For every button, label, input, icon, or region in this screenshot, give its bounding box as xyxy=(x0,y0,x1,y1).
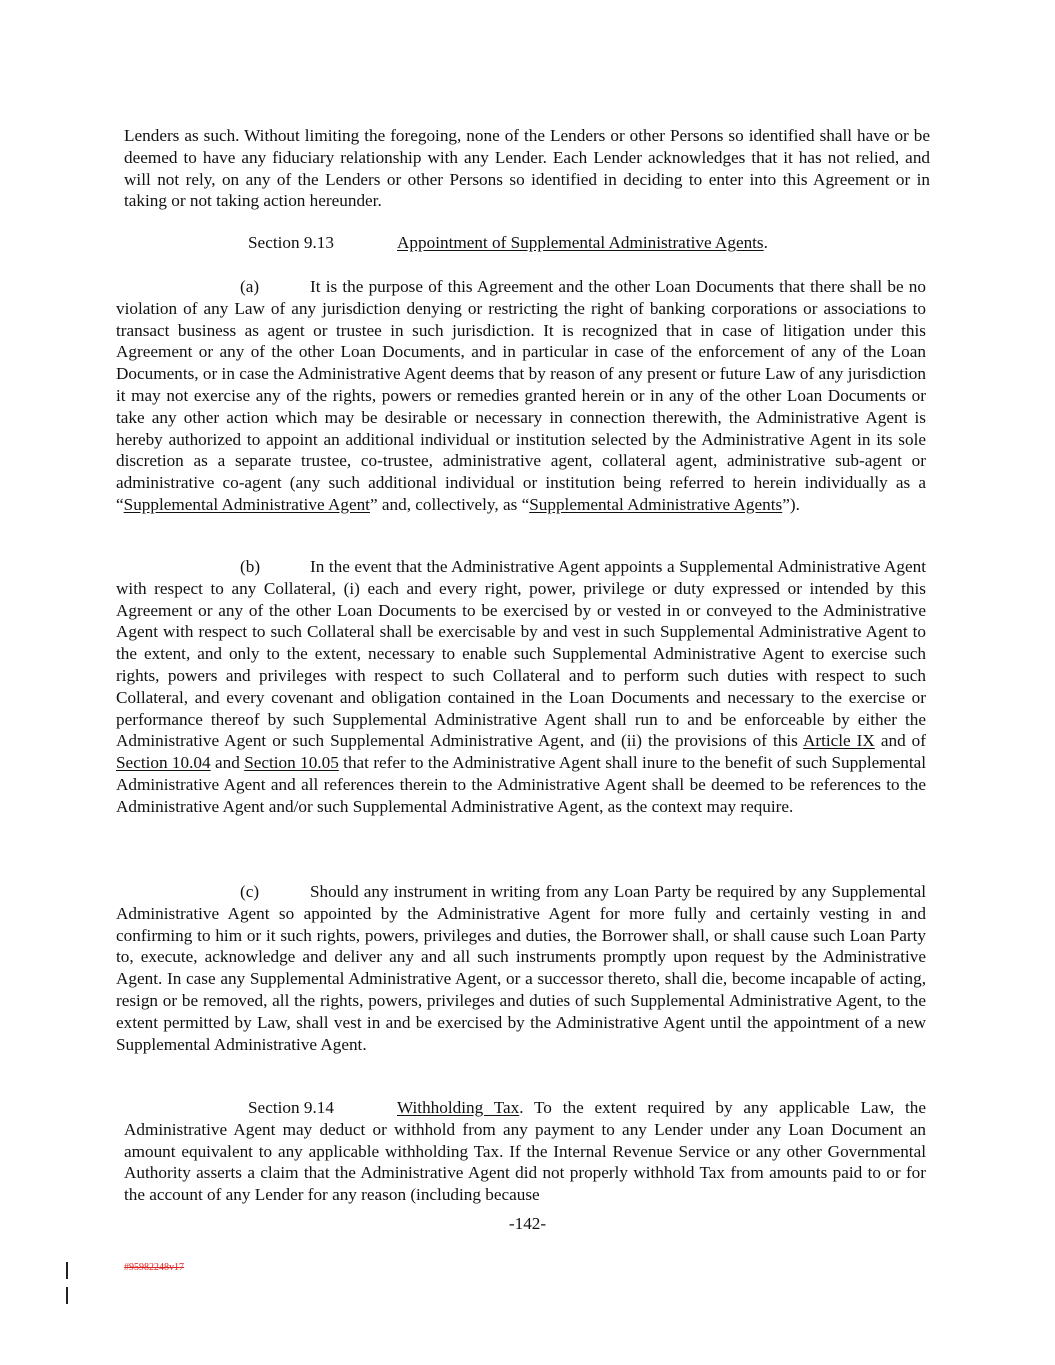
paragraph-text: . To the extent required by any applicable Law, the Administrative Agent may deduct or withhold from any payment to any Lender under any Loan Document an amount equivalent to any applicable withholding Tax. If the Internal Revenue Service or any other Governmental Authority asserts a claim that the Administrative Agent did not properly withhold Tax from amounts paid to or for the account of any Lender for any reason (including because xyxy=(124,1098,926,1205)
paragraph-text: It is the purpose of this Agreement and the other Loan Documents that there shall be no violation of any Law of any jurisdiction denying or restricting the right of banking corporations or associations to transact business as agent or trustee in such jurisdiction. It is recognized that in case of litigation under this Agreement or any of the other Loan Documents, and in particular in case of the enforcement of any of the Loan Documents, or in case the Administrative Agent deems that by reason of any present or future Law of any jurisdiction it may not exercise any of the rights, powers or remedies granted herein or in any of the other Loan Documents or take any other action which may be desirable or necessary in connection therewith, the Administrative Agent is hereby authorized to appoint an additional individual or institution selected by the Administrative Agent in its sole discretion as a separate trustee, co-trustee, administrative agent, collateral agent, administrative sub-agent or administrative co-agent (any such additional individual or institution being referred to herein individually as a “ xyxy=(116,277,926,514)
cross-reference: Section 10.04 xyxy=(116,753,211,773)
defined-term: Supplemental Administrative Agent xyxy=(123,494,370,514)
section-number: Section 9.13 xyxy=(248,233,334,252)
paragraph-continued xyxy=(124,125,930,212)
paragraph-text: that refer to the Administrative Agent shall inure to the benefit of such Supplemental Administrative Agent and all references therein to the Administrative Agent shall be deemed to be references to the Administrative Agent and/or such Supplemental Administrative Agent, as the context may require. xyxy=(116,753,927,816)
paragraph-label: (c) xyxy=(240,882,260,901)
section-number: Section 9.14 xyxy=(248,1098,334,1117)
paragraph-text: In the event that the Administrative Agent appoints a Supplemental Administrative Agent with respect to any Collateral, (i) each and every right, power, privilege or duty expressed or intended by this Agreement or any of the other Loan Documents to be exercised by or vested in or conveyed to the Administrative Agent with respect to such Collateral shall be exercisable by and vest in such Supplemental Administrative Agent to the extent, and only to the extent, necessary to enable such Supplemental Administrative Agent to exercise such rights, powers and privileges with respect to such Collateral and to perform such duties with respect to such Collateral, and every covenant and obligation contained in the Loan Documents and necessary to the exercise or performance thereof by such Supplemental Administrative Agent shall run to and be enforceable by either the Administrative Agent or such Supplemental Administrative Agent, and (ii) the provisions of this xyxy=(116,557,926,751)
paragraph-text: and of xyxy=(874,731,927,751)
change-bar xyxy=(66,1287,68,1304)
section-9-13-heading xyxy=(248,232,948,254)
paragraph-text: ” and, collectively, as “ xyxy=(369,494,530,514)
paragraph-text: Lenders as such. Without limiting the foregoing, none of the Lenders or other Persons so identified shall have or be deemed to have any fiduciary relationship with any Lender. Each Lender acknowledges that it has not relied, and will not rely, on any of the Lenders or other Persons so identified in deciding to enter into this Agreement or in taking or not taking action hereunder. xyxy=(124,126,930,211)
paragraph-b xyxy=(116,556,926,818)
paragraph-label: (b) xyxy=(240,557,261,576)
defined-term: Supplemental Administrative Agents xyxy=(529,494,783,514)
paragraph-text: Should any instrument in writing from any Loan Party be required by any Supplemental Administrative Agent so appointed by the Administrative Agent for more fully and certainly vesting in and confirming to him or it such rights, powers, privileges and duties, the Borrower shall, or shall cause such Loan Party to, execute, acknowledge and deliver any and all such instruments promptly upon request by the Administrative Agent. In case any Supplemental Administrative Agent, or a successor thereto, shall die, become incapable of acting, resign or be removed, all the rights, powers, privileges and duties of such Supplemental Administrative Agent, to the extent permitted by Law, shall vest in and be exercised by the Administrative Agent until the appointment of a new Supplemental Administrative Agent. xyxy=(116,882,926,1054)
paragraph-text: and xyxy=(210,753,245,773)
document-id: #95982248v17 xyxy=(124,1262,184,1273)
page-number: -142- xyxy=(508,1214,547,1233)
section-title-punct: . xyxy=(763,233,768,252)
section-9-14 xyxy=(124,1097,926,1206)
section-title: Appointment of Supplemental Administrative Agents xyxy=(397,233,764,252)
change-bar xyxy=(66,1262,68,1279)
paragraph-text: ”). xyxy=(782,494,800,514)
cross-reference: Article IX xyxy=(802,731,875,751)
paragraph-label: (a) xyxy=(240,277,260,296)
paragraph-a xyxy=(116,276,926,516)
cross-reference: Section 10.05 xyxy=(244,753,339,773)
paragraph-c xyxy=(116,881,926,1055)
section-title: Withholding Tax xyxy=(397,1098,520,1117)
